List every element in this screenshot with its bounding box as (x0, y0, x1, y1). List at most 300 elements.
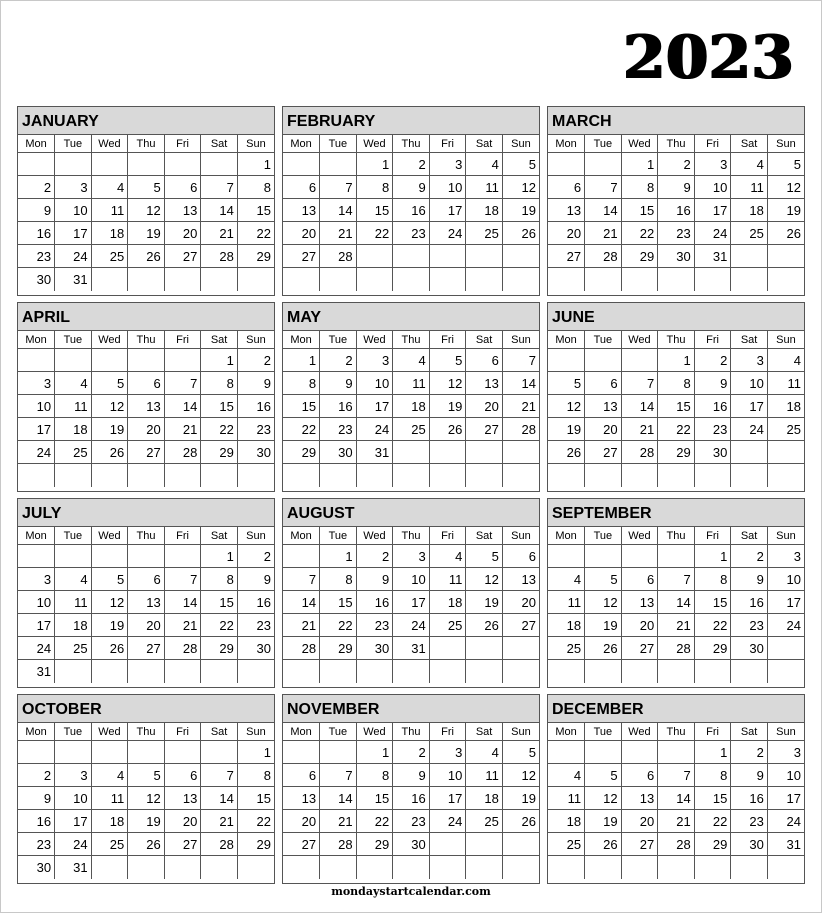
day-cell[interactable]: 27 (128, 637, 165, 660)
day-cell[interactable]: 27 (621, 637, 658, 660)
day-cell[interactable]: 13 (466, 372, 503, 395)
day-cell[interactable]: 10 (731, 372, 768, 395)
day-cell[interactable]: 7 (585, 176, 622, 199)
day-cell[interactable]: 27 (502, 614, 539, 637)
day-cell[interactable]: 2 (18, 764, 55, 787)
day-cell[interactable]: 6 (621, 764, 658, 787)
day-cell[interactable]: 24 (731, 418, 768, 441)
day-cell[interactable]: 21 (201, 222, 238, 245)
day-cell[interactable]: 4 (466, 153, 503, 176)
day-cell[interactable]: 2 (694, 349, 731, 372)
day-cell[interactable]: 2 (237, 349, 274, 372)
day-cell[interactable]: 7 (502, 349, 539, 372)
day-cell[interactable]: 1 (283, 349, 320, 372)
day-cell[interactable]: 25 (466, 222, 503, 245)
day-cell[interactable]: 10 (18, 591, 55, 614)
day-cell[interactable]: 5 (548, 372, 585, 395)
day-cell[interactable]: 6 (164, 176, 201, 199)
day-cell[interactable]: 23 (356, 614, 393, 637)
day-cell[interactable]: 3 (429, 153, 466, 176)
day-cell[interactable]: 27 (283, 245, 320, 268)
day-cell[interactable]: 13 (128, 395, 165, 418)
day-cell[interactable]: 13 (164, 787, 201, 810)
day-cell[interactable]: 20 (164, 222, 201, 245)
day-cell[interactable]: 4 (767, 349, 804, 372)
day-cell[interactable]: 15 (356, 787, 393, 810)
day-cell[interactable]: 21 (320, 810, 357, 833)
day-cell[interactable]: 17 (18, 418, 55, 441)
day-cell[interactable]: 5 (767, 153, 804, 176)
day-cell[interactable]: 13 (621, 591, 658, 614)
day-cell[interactable]: 22 (621, 222, 658, 245)
day-cell[interactable]: 28 (502, 418, 539, 441)
day-cell[interactable]: 1 (621, 153, 658, 176)
day-cell[interactable]: 12 (91, 395, 128, 418)
day-cell[interactable]: 1 (694, 741, 731, 764)
day-cell[interactable]: 16 (393, 199, 430, 222)
day-cell[interactable]: 15 (320, 591, 357, 614)
day-cell[interactable]: 6 (164, 764, 201, 787)
day-cell[interactable]: 17 (767, 591, 804, 614)
day-cell[interactable]: 25 (731, 222, 768, 245)
day-cell[interactable]: 3 (694, 153, 731, 176)
day-cell[interactable]: 11 (55, 591, 92, 614)
day-cell[interactable]: 15 (201, 591, 238, 614)
day-cell[interactable]: 11 (393, 372, 430, 395)
day-cell[interactable]: 8 (621, 176, 658, 199)
day-cell[interactable]: 30 (237, 637, 274, 660)
day-cell[interactable]: 15 (658, 395, 695, 418)
day-cell[interactable]: 3 (18, 372, 55, 395)
day-cell[interactable]: 28 (621, 441, 658, 464)
day-cell[interactable]: 9 (356, 568, 393, 591)
day-cell[interactable]: 25 (91, 833, 128, 856)
day-cell[interactable]: 24 (767, 810, 804, 833)
day-cell[interactable]: 6 (466, 349, 503, 372)
day-cell[interactable]: 11 (767, 372, 804, 395)
day-cell[interactable]: 21 (164, 614, 201, 637)
day-cell[interactable]: 27 (585, 441, 622, 464)
day-cell[interactable]: 13 (621, 787, 658, 810)
day-cell[interactable]: 18 (91, 222, 128, 245)
day-cell[interactable]: 1 (694, 545, 731, 568)
day-cell[interactable]: 9 (237, 568, 274, 591)
day-cell[interactable]: 23 (18, 833, 55, 856)
day-cell[interactable]: 19 (585, 810, 622, 833)
day-cell[interactable]: 16 (694, 395, 731, 418)
day-cell[interactable]: 5 (128, 764, 165, 787)
day-cell[interactable]: 27 (128, 441, 165, 464)
day-cell[interactable]: 8 (201, 372, 238, 395)
day-cell[interactable]: 5 (502, 741, 539, 764)
day-cell[interactable]: 8 (237, 176, 274, 199)
day-cell[interactable]: 24 (55, 245, 92, 268)
day-cell[interactable]: 14 (658, 591, 695, 614)
day-cell[interactable]: 13 (548, 199, 585, 222)
day-cell[interactable]: 4 (548, 764, 585, 787)
day-cell[interactable]: 21 (658, 614, 695, 637)
day-cell[interactable]: 11 (91, 787, 128, 810)
day-cell[interactable]: 26 (767, 222, 804, 245)
day-cell[interactable]: 21 (585, 222, 622, 245)
day-cell[interactable]: 22 (356, 810, 393, 833)
day-cell[interactable]: 24 (18, 441, 55, 464)
day-cell[interactable]: 17 (429, 199, 466, 222)
day-cell[interactable]: 7 (320, 764, 357, 787)
day-cell[interactable]: 26 (128, 245, 165, 268)
day-cell[interactable]: 23 (731, 810, 768, 833)
day-cell[interactable]: 24 (767, 614, 804, 637)
day-cell[interactable]: 20 (502, 591, 539, 614)
day-cell[interactable]: 5 (91, 372, 128, 395)
day-cell[interactable]: 23 (393, 810, 430, 833)
day-cell[interactable]: 4 (55, 372, 92, 395)
day-cell[interactable]: 14 (283, 591, 320, 614)
day-cell[interactable]: 15 (621, 199, 658, 222)
day-cell[interactable]: 2 (320, 349, 357, 372)
day-cell[interactable]: 26 (548, 441, 585, 464)
day-cell[interactable]: 3 (55, 764, 92, 787)
day-cell[interactable]: 21 (621, 418, 658, 441)
day-cell[interactable]: 12 (466, 568, 503, 591)
day-cell[interactable]: 29 (320, 637, 357, 660)
day-cell[interactable]: 23 (18, 245, 55, 268)
day-cell[interactable]: 1 (237, 741, 274, 764)
day-cell[interactable]: 29 (658, 441, 695, 464)
day-cell[interactable]: 13 (585, 395, 622, 418)
day-cell[interactable]: 8 (694, 568, 731, 591)
day-cell[interactable]: 19 (548, 418, 585, 441)
day-cell[interactable]: 9 (237, 372, 274, 395)
day-cell[interactable]: 15 (201, 395, 238, 418)
day-cell[interactable]: 11 (466, 176, 503, 199)
day-cell[interactable]: 7 (164, 568, 201, 591)
day-cell[interactable]: 28 (283, 637, 320, 660)
day-cell[interactable]: 9 (18, 199, 55, 222)
day-cell[interactable]: 26 (502, 810, 539, 833)
day-cell[interactable]: 13 (128, 591, 165, 614)
day-cell[interactable]: 11 (55, 395, 92, 418)
day-cell[interactable]: 1 (201, 545, 238, 568)
day-cell[interactable]: 26 (429, 418, 466, 441)
day-cell[interactable]: 31 (18, 660, 55, 683)
day-cell[interactable]: 9 (393, 764, 430, 787)
day-cell[interactable]: 29 (283, 441, 320, 464)
day-cell[interactable]: 24 (55, 833, 92, 856)
day-cell[interactable]: 14 (320, 787, 357, 810)
day-cell[interactable]: 29 (237, 245, 274, 268)
day-cell[interactable]: 2 (731, 741, 768, 764)
day-cell[interactable]: 5 (466, 545, 503, 568)
day-cell[interactable]: 14 (502, 372, 539, 395)
day-cell[interactable]: 1 (356, 741, 393, 764)
day-cell[interactable]: 30 (393, 833, 430, 856)
day-cell[interactable]: 10 (393, 568, 430, 591)
day-cell[interactable]: 7 (201, 764, 238, 787)
day-cell[interactable]: 8 (283, 372, 320, 395)
day-cell[interactable]: 18 (91, 810, 128, 833)
day-cell[interactable]: 7 (320, 176, 357, 199)
day-cell[interactable]: 10 (767, 568, 804, 591)
day-cell[interactable]: 12 (128, 199, 165, 222)
day-cell[interactable]: 20 (466, 395, 503, 418)
day-cell[interactable]: 21 (658, 810, 695, 833)
day-cell[interactable]: 8 (356, 176, 393, 199)
day-cell[interactable]: 8 (694, 764, 731, 787)
day-cell[interactable]: 13 (283, 199, 320, 222)
day-cell[interactable]: 11 (731, 176, 768, 199)
day-cell[interactable]: 16 (731, 787, 768, 810)
day-cell[interactable]: 11 (466, 764, 503, 787)
day-cell[interactable]: 20 (128, 418, 165, 441)
day-cell[interactable]: 19 (585, 614, 622, 637)
day-cell[interactable]: 9 (393, 176, 430, 199)
day-cell[interactable]: 2 (658, 153, 695, 176)
day-cell[interactable]: 15 (356, 199, 393, 222)
day-cell[interactable]: 22 (201, 614, 238, 637)
day-cell[interactable]: 18 (393, 395, 430, 418)
day-cell[interactable]: 24 (393, 614, 430, 637)
day-cell[interactable]: 31 (767, 833, 804, 856)
day-cell[interactable]: 15 (694, 591, 731, 614)
day-cell[interactable]: 24 (18, 637, 55, 660)
day-cell[interactable]: 28 (658, 637, 695, 660)
day-cell[interactable]: 17 (393, 591, 430, 614)
day-cell[interactable]: 31 (55, 268, 92, 291)
day-cell[interactable]: 27 (164, 833, 201, 856)
day-cell[interactable]: 20 (548, 222, 585, 245)
day-cell[interactable]: 29 (694, 833, 731, 856)
day-cell[interactable]: 25 (55, 637, 92, 660)
day-cell[interactable]: 20 (621, 614, 658, 637)
day-cell[interactable]: 22 (283, 418, 320, 441)
day-cell[interactable]: 2 (393, 741, 430, 764)
day-cell[interactable]: 5 (585, 568, 622, 591)
day-cell[interactable]: 21 (201, 810, 238, 833)
day-cell[interactable]: 22 (694, 614, 731, 637)
day-cell[interactable]: 9 (731, 568, 768, 591)
day-cell[interactable]: 19 (429, 395, 466, 418)
day-cell[interactable]: 14 (164, 395, 201, 418)
day-cell[interactable]: 6 (548, 176, 585, 199)
day-cell[interactable]: 17 (55, 222, 92, 245)
day-cell[interactable]: 18 (55, 614, 92, 637)
day-cell[interactable]: 10 (767, 764, 804, 787)
day-cell[interactable]: 1 (201, 349, 238, 372)
day-cell[interactable]: 28 (164, 441, 201, 464)
day-cell[interactable]: 20 (283, 810, 320, 833)
day-cell[interactable]: 20 (585, 418, 622, 441)
day-cell[interactable]: 22 (320, 614, 357, 637)
day-cell[interactable]: 4 (731, 153, 768, 176)
day-cell[interactable]: 23 (658, 222, 695, 245)
day-cell[interactable]: 10 (18, 395, 55, 418)
day-cell[interactable]: 26 (585, 637, 622, 660)
day-cell[interactable]: 19 (466, 591, 503, 614)
day-cell[interactable]: 14 (201, 199, 238, 222)
day-cell[interactable]: 3 (356, 349, 393, 372)
day-cell[interactable]: 30 (731, 637, 768, 660)
day-cell[interactable]: 22 (237, 222, 274, 245)
day-cell[interactable]: 2 (237, 545, 274, 568)
day-cell[interactable]: 28 (164, 637, 201, 660)
day-cell[interactable]: 2 (393, 153, 430, 176)
day-cell[interactable]: 26 (502, 222, 539, 245)
day-cell[interactable]: 25 (393, 418, 430, 441)
day-cell[interactable]: 3 (767, 545, 804, 568)
day-cell[interactable]: 16 (320, 395, 357, 418)
day-cell[interactable]: 5 (502, 153, 539, 176)
day-cell[interactable]: 19 (767, 199, 804, 222)
day-cell[interactable]: 4 (91, 176, 128, 199)
day-cell[interactable]: 18 (466, 787, 503, 810)
day-cell[interactable]: 21 (164, 418, 201, 441)
day-cell[interactable]: 13 (502, 568, 539, 591)
day-cell[interactable]: 23 (320, 418, 357, 441)
day-cell[interactable]: 12 (548, 395, 585, 418)
day-cell[interactable]: 7 (658, 568, 695, 591)
day-cell[interactable]: 16 (356, 591, 393, 614)
day-cell[interactable]: 3 (55, 176, 92, 199)
day-cell[interactable]: 4 (393, 349, 430, 372)
day-cell[interactable]: 16 (393, 787, 430, 810)
day-cell[interactable]: 1 (356, 153, 393, 176)
day-cell[interactable]: 28 (320, 245, 357, 268)
day-cell[interactable]: 25 (429, 614, 466, 637)
day-cell[interactable]: 10 (429, 176, 466, 199)
day-cell[interactable]: 18 (548, 810, 585, 833)
day-cell[interactable]: 23 (237, 418, 274, 441)
day-cell[interactable]: 19 (502, 787, 539, 810)
day-cell[interactable]: 15 (237, 199, 274, 222)
day-cell[interactable]: 27 (621, 833, 658, 856)
day-cell[interactable]: 22 (356, 222, 393, 245)
day-cell[interactable]: 15 (694, 787, 731, 810)
day-cell[interactable]: 5 (128, 176, 165, 199)
day-cell[interactable]: 16 (237, 395, 274, 418)
day-cell[interactable]: 1 (237, 153, 274, 176)
day-cell[interactable]: 31 (356, 441, 393, 464)
day-cell[interactable]: 2 (18, 176, 55, 199)
day-cell[interactable]: 30 (694, 441, 731, 464)
day-cell[interactable]: 14 (164, 591, 201, 614)
day-cell[interactable]: 17 (18, 614, 55, 637)
day-cell[interactable]: 19 (91, 418, 128, 441)
day-cell[interactable]: 19 (128, 810, 165, 833)
day-cell[interactable]: 30 (18, 856, 55, 879)
day-cell[interactable]: 26 (128, 833, 165, 856)
day-cell[interactable]: 13 (283, 787, 320, 810)
day-cell[interactable]: 9 (731, 764, 768, 787)
day-cell[interactable]: 21 (502, 395, 539, 418)
day-cell[interactable]: 29 (201, 441, 238, 464)
day-cell[interactable]: 16 (237, 591, 274, 614)
day-cell[interactable]: 23 (731, 614, 768, 637)
day-cell[interactable]: 26 (466, 614, 503, 637)
day-cell[interactable]: 17 (356, 395, 393, 418)
day-cell[interactable]: 10 (356, 372, 393, 395)
day-cell[interactable]: 9 (320, 372, 357, 395)
day-cell[interactable]: 18 (731, 199, 768, 222)
day-cell[interactable]: 10 (694, 176, 731, 199)
day-cell[interactable]: 30 (356, 637, 393, 660)
day-cell[interactable]: 12 (128, 787, 165, 810)
day-cell[interactable]: 28 (585, 245, 622, 268)
day-cell[interactable]: 4 (91, 764, 128, 787)
day-cell[interactable]: 31 (694, 245, 731, 268)
day-cell[interactable]: 14 (201, 787, 238, 810)
day-cell[interactable]: 25 (767, 418, 804, 441)
day-cell[interactable]: 4 (55, 568, 92, 591)
day-cell[interactable]: 30 (658, 245, 695, 268)
day-cell[interactable]: 26 (91, 441, 128, 464)
day-cell[interactable]: 3 (767, 741, 804, 764)
day-cell[interactable]: 13 (164, 199, 201, 222)
day-cell[interactable]: 3 (18, 568, 55, 591)
day-cell[interactable]: 18 (55, 418, 92, 441)
day-cell[interactable]: 27 (283, 833, 320, 856)
day-cell[interactable]: 10 (55, 787, 92, 810)
day-cell[interactable]: 22 (658, 418, 695, 441)
day-cell[interactable]: 8 (320, 568, 357, 591)
day-cell[interactable]: 24 (429, 222, 466, 245)
day-cell[interactable]: 2 (356, 545, 393, 568)
day-cell[interactable]: 28 (201, 833, 238, 856)
day-cell[interactable]: 27 (466, 418, 503, 441)
day-cell[interactable]: 17 (55, 810, 92, 833)
day-cell[interactable]: 26 (91, 637, 128, 660)
day-cell[interactable]: 7 (658, 764, 695, 787)
day-cell[interactable]: 10 (429, 764, 466, 787)
day-cell[interactable]: 24 (429, 810, 466, 833)
day-cell[interactable]: 18 (429, 591, 466, 614)
day-cell[interactable]: 29 (621, 245, 658, 268)
day-cell[interactable]: 6 (502, 545, 539, 568)
day-cell[interactable]: 23 (694, 418, 731, 441)
day-cell[interactable]: 5 (585, 764, 622, 787)
day-cell[interactable]: 25 (548, 833, 585, 856)
day-cell[interactable]: 28 (658, 833, 695, 856)
day-cell[interactable]: 12 (502, 764, 539, 787)
day-cell[interactable]: 12 (585, 591, 622, 614)
day-cell[interactable]: 6 (621, 568, 658, 591)
day-cell[interactable]: 29 (201, 637, 238, 660)
day-cell[interactable]: 17 (694, 199, 731, 222)
day-cell[interactable]: 10 (55, 199, 92, 222)
day-cell[interactable]: 25 (55, 441, 92, 464)
day-cell[interactable]: 20 (164, 810, 201, 833)
day-cell[interactable]: 3 (429, 741, 466, 764)
day-cell[interactable]: 12 (585, 787, 622, 810)
day-cell[interactable]: 6 (283, 176, 320, 199)
day-cell[interactable]: 31 (393, 637, 430, 660)
day-cell[interactable]: 16 (658, 199, 695, 222)
day-cell[interactable]: 8 (658, 372, 695, 395)
day-cell[interactable]: 28 (201, 245, 238, 268)
day-cell[interactable]: 1 (658, 349, 695, 372)
day-cell[interactable]: 14 (320, 199, 357, 222)
day-cell[interactable]: 23 (237, 614, 274, 637)
day-cell[interactable]: 24 (694, 222, 731, 245)
day-cell[interactable]: 21 (320, 222, 357, 245)
day-cell[interactable]: 15 (283, 395, 320, 418)
day-cell[interactable]: 9 (18, 787, 55, 810)
day-cell[interactable]: 5 (91, 568, 128, 591)
day-cell[interactable]: 24 (356, 418, 393, 441)
day-cell[interactable]: 14 (585, 199, 622, 222)
footer-url[interactable]: mondaystartcalendar.com (331, 885, 491, 898)
day-cell[interactable]: 12 (429, 372, 466, 395)
